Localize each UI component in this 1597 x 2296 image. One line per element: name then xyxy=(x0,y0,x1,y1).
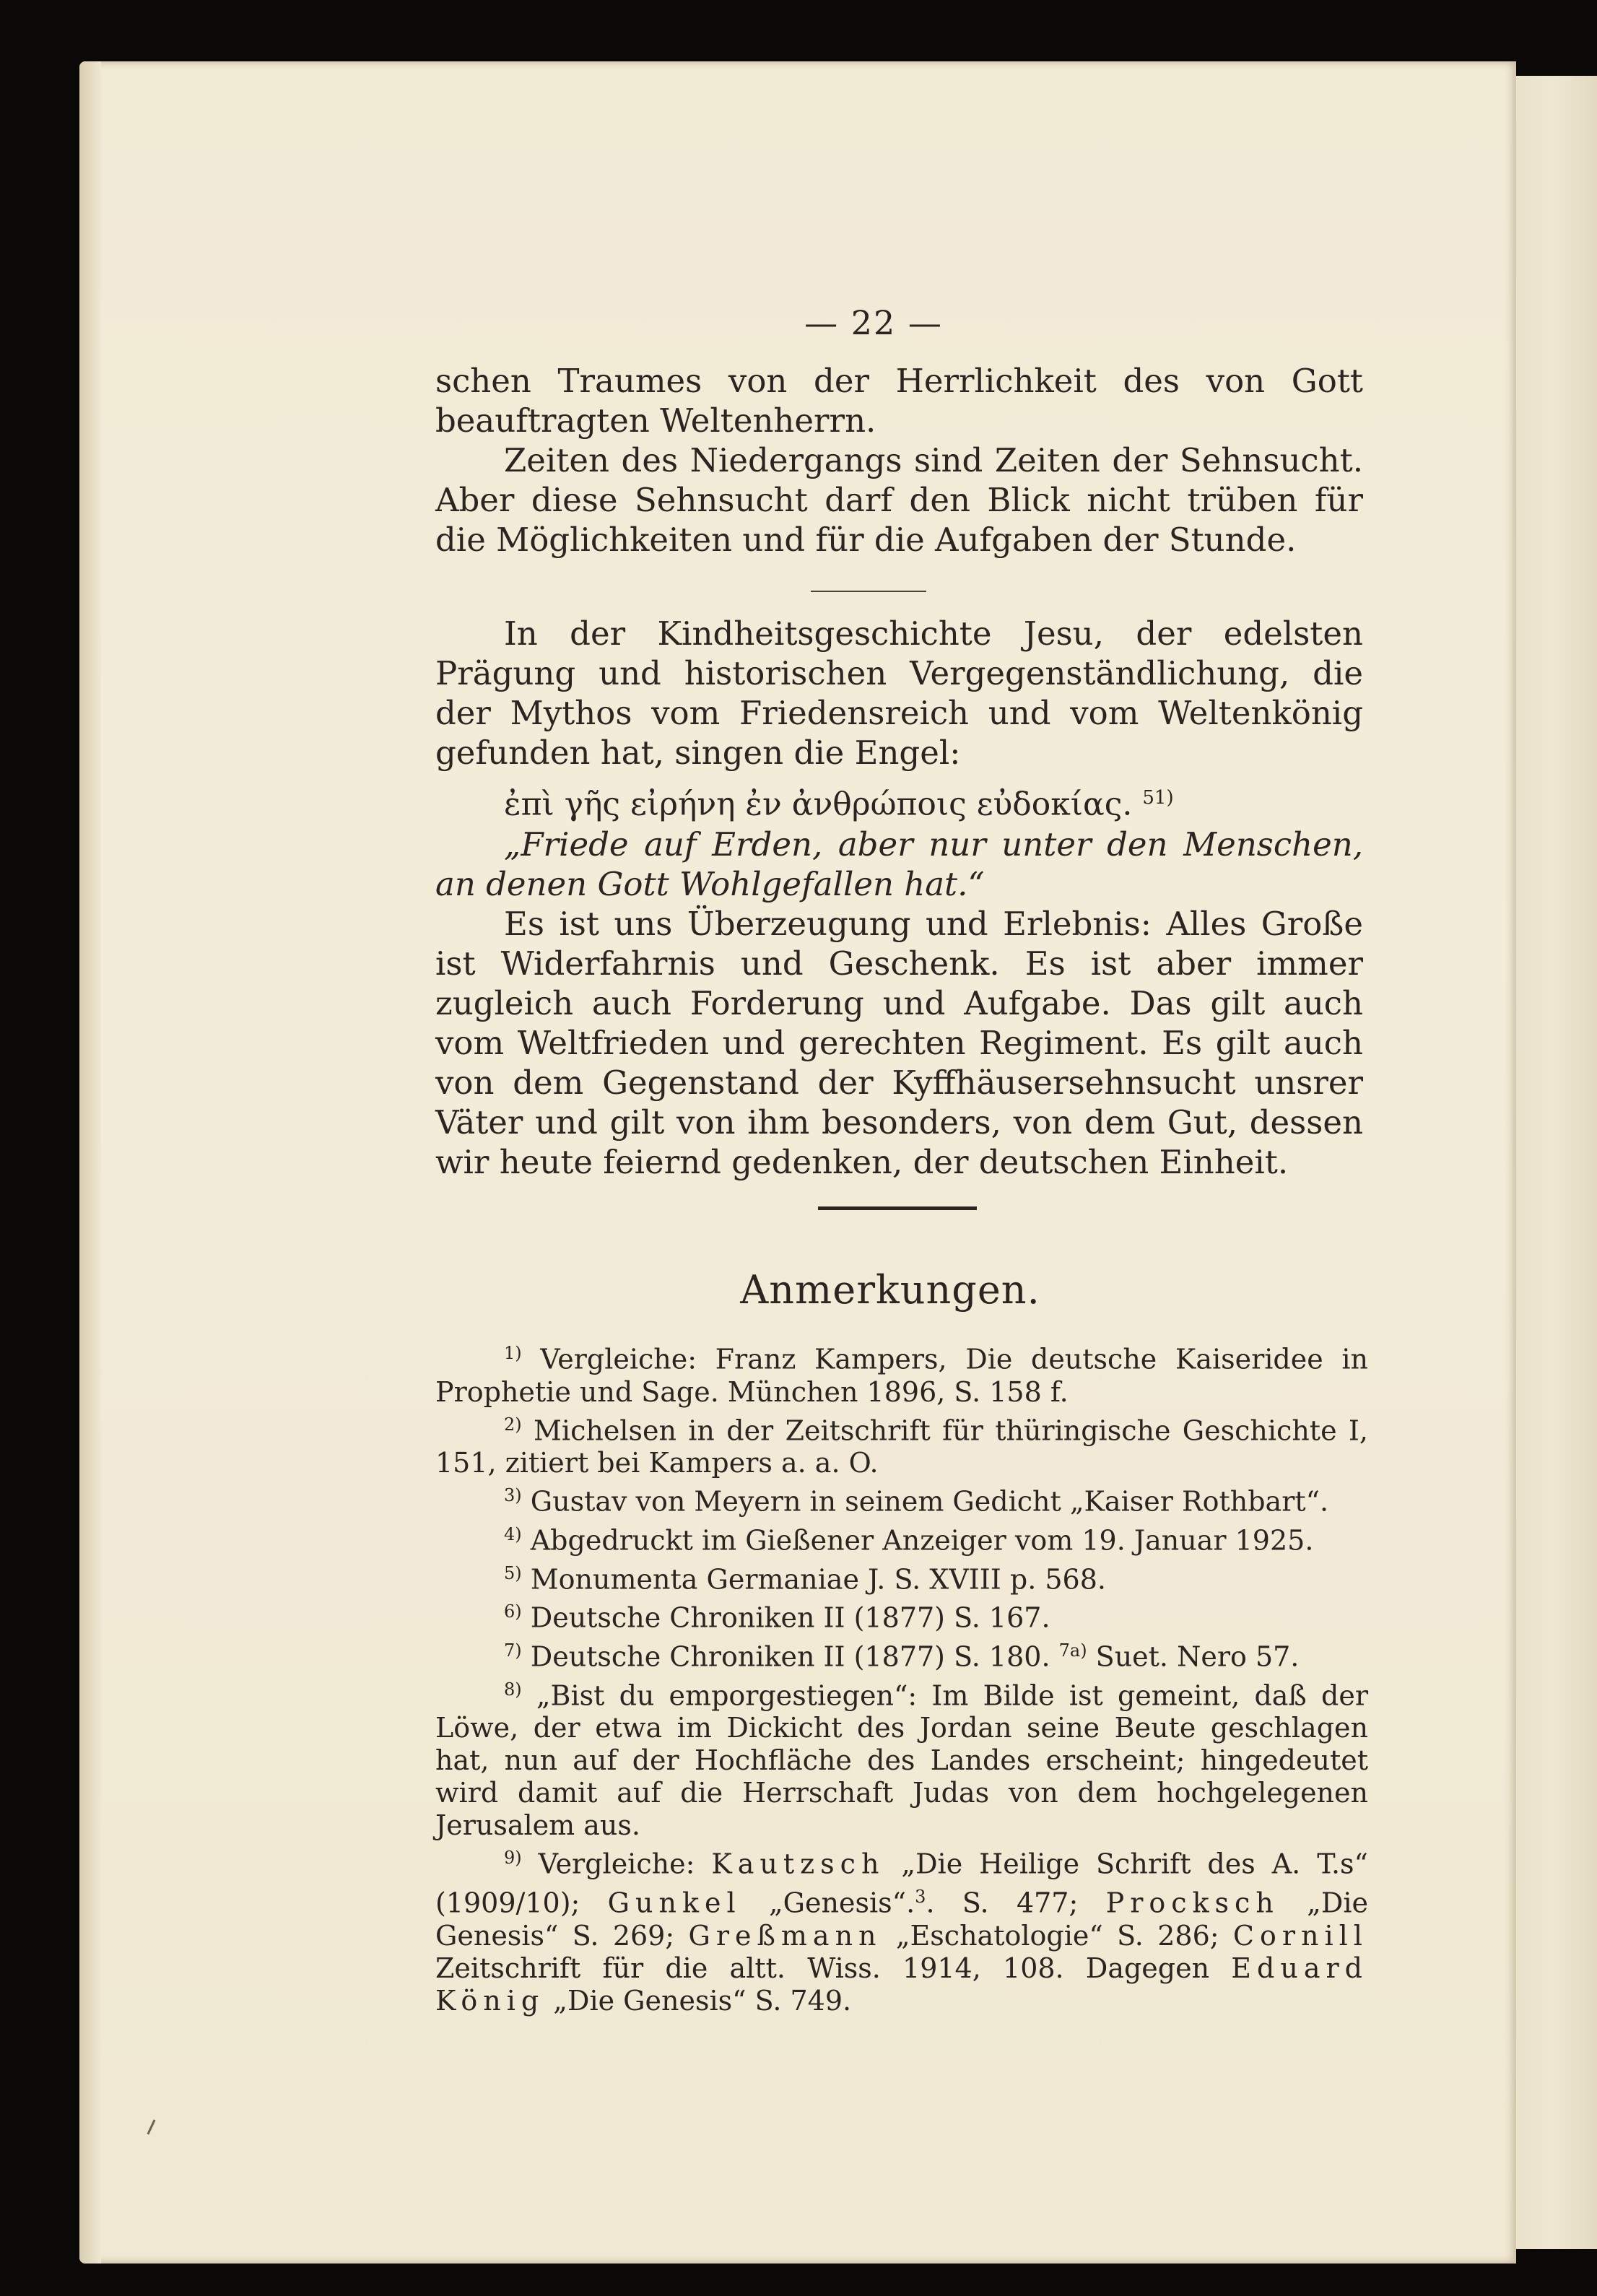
page-number: — 22 — xyxy=(804,303,943,342)
footnote-text: Gustav von Meyern in seinem Gedicht „Kaiser Rothbart“. xyxy=(530,1485,1329,1518)
footnotes xyxy=(435,1337,1368,2017)
greek-verse xyxy=(435,778,1363,825)
author-gressmann: Greßmann xyxy=(688,1919,882,1952)
footnote-marker: 6) xyxy=(504,1601,522,1622)
author-koenig: Eduard König xyxy=(435,1952,1368,2017)
footnote-text: Vergleiche: xyxy=(538,1848,695,1880)
body-text-top xyxy=(435,361,1363,560)
footnote-8 xyxy=(435,1674,1368,1843)
footnote-9 xyxy=(435,1842,1368,2017)
footnote-text: Deutsche Chroniken II (1877) S. 180. xyxy=(530,1640,1050,1673)
footnote-text: „Genesis“. xyxy=(769,1887,915,1919)
author-cornill: Cornill xyxy=(1232,1919,1368,1952)
footnote-text: Monumenta Germaniae J. S. XVIII p. 568. xyxy=(530,1563,1106,1596)
footnote-text: Suet. Nero 57. xyxy=(1095,1640,1300,1673)
footnote-marker: 4) xyxy=(504,1523,522,1544)
footnote-text: Zeitschrift für die altt. Wiss. 1914, 108. Dagegen xyxy=(435,1952,1210,1984)
footnote-7 xyxy=(435,1635,1368,1674)
footnote-3 xyxy=(435,1479,1368,1518)
paragraph-kindheit: In der Kindheitsgeschichte Jesu, der edelsten Prägung und historischen Vergegenständlichung, die der Mythos vom Friedensreich und vom Weltenkönig gefunden hat, singen die Engel: xyxy=(435,614,1363,772)
footnote-text: Deutsche Chroniken II (1877) S. 167. xyxy=(530,1601,1050,1634)
paragraph-continuation: schen Traumes von der Herrlichkeit des von Gott beauftragten Weltenherrn. xyxy=(435,362,1363,440)
footnote-marker: 7a) xyxy=(1058,1640,1087,1661)
section-divider-short xyxy=(811,591,926,592)
footnote-text: Michelsen in der Zeitschrift für thüringische Geschichte I, 151, zitiert bei Kampers a. a. O. xyxy=(435,1414,1368,1479)
footnote-text: Abgedruckt im Gießener Anzeiger vom 19. Januar 1925. xyxy=(530,1524,1314,1557)
quote-friede: „Friede auf Erden, aber nur unter den Menschen, an denen Gott Wohlgefallen hat.“ xyxy=(435,825,1363,903)
author-kautzsch: Kautzsch xyxy=(711,1848,885,1880)
greek-verse-text: ἐπὶ γῆς εἰρήνη ἐν ἀνθρώποις εὐδοκίας. xyxy=(504,786,1133,823)
footnote-6 xyxy=(435,1596,1368,1635)
footnote-4 xyxy=(435,1518,1368,1557)
section-divider-long xyxy=(818,1206,977,1210)
footnote-text: „Die Genesis“ S. 749. xyxy=(553,1984,852,2017)
edition-marker: 3 xyxy=(915,1886,926,1907)
paragraph-zeiten: Zeiten des Niedergangs sind Zeiten der Sehnsucht. Aber diese Sehnsucht darf den Blick nicht trüben für die Möglichkeiten und für die Aufgaben der Stunde. xyxy=(435,441,1363,559)
footnote-5 xyxy=(435,1557,1368,1596)
footnote-text: . S. 477; xyxy=(926,1887,1079,1919)
footnote-text: „Eschatologie“ S. 286; xyxy=(895,1919,1219,1952)
footnote-marker: 9) xyxy=(504,1848,522,1869)
footnote-text: „Die Heilige Schrift des A. T.s“ (1909/10); xyxy=(435,1848,1368,1919)
body-text-main xyxy=(435,614,1363,1182)
author-gunkel: Gunkel xyxy=(607,1887,741,1919)
footnote-1 xyxy=(435,1337,1368,1409)
author-procksch: Procksch xyxy=(1105,1887,1279,1919)
footnote-marker: 8) xyxy=(504,1679,522,1700)
paragraph-ueberzeugung: Es ist uns Überzeugung und Erlebnis: Alles Große ist Widerfahrnis und Geschenk. Es ist aber immer zugleich auch Forderung und Aufgabe. Das gilt auch vom Weltfrieden und gerechten Regiment. Es gilt auch von dem Gegenstand der Kyffhäusersehnsucht unsrer Väter und gilt von ihm besonders, von dem Gut, dessen wir heute feiernd gedenken, der deutschen Einheit. xyxy=(435,904,1363,1181)
page-binding-shadow xyxy=(79,61,101,2264)
notes-heading: Anmerkungen. xyxy=(740,1267,1040,1313)
footnote-marker: 2) xyxy=(504,1414,522,1435)
greek-verse-ref: 51) xyxy=(1142,787,1174,809)
footnote-text: Vergleiche: Franz Kampers, Die deutsche Kaiseridee in Prophetie und Sage. München 1896, S. 158 f. xyxy=(435,1343,1368,1408)
footnote-marker: 1) xyxy=(504,1343,522,1363)
next-page-edge xyxy=(1505,76,1597,2249)
footnote-marker: 7) xyxy=(504,1640,522,1661)
footnote-marker: 3) xyxy=(504,1485,522,1506)
footnote-2 xyxy=(435,1409,1368,1480)
footnote-text: „Die Genesis“ S. 269; xyxy=(435,1887,1368,1952)
footnote-text: „Bist du emporgestiegen“: Im Bilde ist gemeint, daß der Löwe, der etwa im Dickicht des Jordan seine Beute geschlagen hat, nun auf der Hochfläche des Landes erscheint; hingedeutet wird damit auf die Herrschaft Judas von dem hochgelegenen Jerusalem aus. xyxy=(435,1679,1368,1842)
footnote-marker: 5) xyxy=(504,1562,522,1583)
